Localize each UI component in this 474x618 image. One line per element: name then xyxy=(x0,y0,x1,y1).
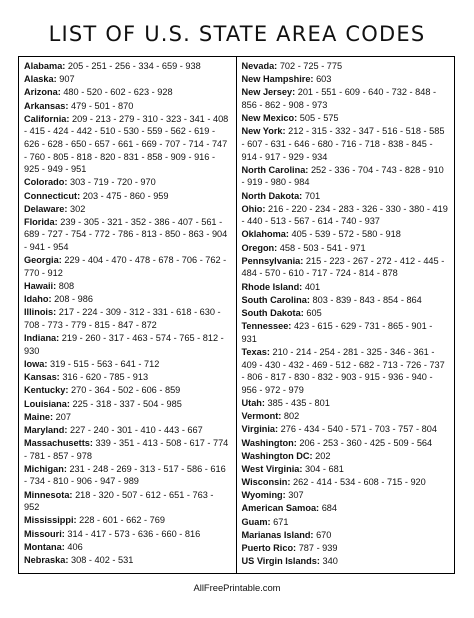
area-codes: 339 - 351 - 413 - 508 - 617 - 774 - 781 - 857 - 978 xyxy=(24,438,229,461)
state-entry xyxy=(242,555,450,568)
state-entry xyxy=(24,280,231,293)
state-name: North Carolina: xyxy=(241,164,309,175)
state-name: Washington DC: xyxy=(241,450,313,461)
state-entry xyxy=(242,86,450,111)
state-name: Arizona: xyxy=(24,87,61,98)
area-codes: 684 xyxy=(321,503,338,514)
page-title: LIST OF U.S. STATE AREA CODES xyxy=(48,22,426,46)
state-entry xyxy=(242,190,450,203)
state-entry xyxy=(24,424,231,437)
area-codes: 340 xyxy=(322,556,338,567)
area-codes: 303 - 719 - 720 - 970 xyxy=(69,177,156,188)
state-entry xyxy=(24,203,231,216)
state-name: New Mexico: xyxy=(241,113,298,124)
state-entry xyxy=(24,73,231,86)
state-entry xyxy=(24,489,231,514)
area-codes: 219 - 260 - 317 - 463 - 574 - 765 - 812 - 930 xyxy=(24,333,224,356)
right-column xyxy=(237,57,455,573)
state-entry xyxy=(242,281,450,294)
state-entry xyxy=(242,529,450,542)
area-codes: 808 xyxy=(58,281,75,292)
state-name: Maine: xyxy=(24,411,54,422)
area-codes: 239 - 305 - 321 - 352 - 386 - 407 - 561 - 689 - 727 - 754 - 772 - 786 - 813 - 850 - 863 - 904 - 941 - 954 xyxy=(24,216,228,253)
area-code-table xyxy=(18,56,455,574)
state-entry xyxy=(242,60,450,73)
state-name: Rhode Island: xyxy=(241,281,303,292)
state-entry xyxy=(242,228,450,241)
state-entry xyxy=(242,476,450,489)
state-name: Arkansas: xyxy=(24,100,69,111)
state-name: Wisconsin: xyxy=(241,477,291,488)
state-entry xyxy=(24,254,231,279)
area-codes: 262 - 414 - 534 - 608 - 715 - 920 xyxy=(292,477,426,488)
state-entry xyxy=(242,203,450,228)
state-name: Illinois: xyxy=(24,307,57,318)
state-name: Missouri: xyxy=(24,528,65,539)
area-codes: 701 xyxy=(304,190,321,201)
state-entry xyxy=(24,384,231,397)
state-entry xyxy=(24,371,231,384)
area-codes: 209 - 213 - 279 - 310 - 323 - 341 - 408 - 415 - 424 - 442 - 510 - 530 - 559 - 562 - 619 - 626 - 628 - 650 - 657 - 661 - 669 - 707 - 714 - 747 - 760 - 805 - 818 - 820 - 831 - 858 - 909 - 916 - 925 - 949 - 951 xyxy=(24,113,229,175)
state-entry xyxy=(24,358,231,371)
state-entry xyxy=(24,216,231,254)
state-entry xyxy=(242,255,450,280)
state-entry xyxy=(24,113,231,176)
area-codes: 406 xyxy=(67,541,83,552)
state-entry xyxy=(242,397,450,410)
state-name: Connecticut: xyxy=(24,190,81,201)
area-codes: 231 - 248 - 269 - 313 - 517 - 586 - 616 - 734 - 810 - 906 - 947 - 989 xyxy=(24,463,226,487)
state-entry xyxy=(242,423,450,436)
state-entry xyxy=(24,100,231,113)
state-name: Kentucky: xyxy=(24,385,69,396)
state-name: Nevada: xyxy=(241,61,278,71)
state-name: Minnesota: xyxy=(24,489,73,500)
area-codes: 803 - 839 - 843 - 854 - 864 xyxy=(312,294,422,305)
state-name: Michigan: xyxy=(24,463,67,474)
state-entry xyxy=(24,306,231,331)
area-codes: 207 xyxy=(55,411,72,422)
state-entry xyxy=(242,502,450,515)
state-entry xyxy=(242,320,450,345)
state-entry xyxy=(24,463,231,488)
state-name: New York: xyxy=(241,126,286,137)
area-codes: 702 - 725 - 775 xyxy=(279,61,343,71)
area-codes: 401 xyxy=(304,281,321,292)
state-entry xyxy=(24,86,231,99)
state-name: Mississippi: xyxy=(24,515,77,526)
state-entry xyxy=(24,528,231,541)
state-name: West Virginia: xyxy=(241,463,303,474)
area-codes: 208 - 986 xyxy=(54,294,93,305)
area-codes: 252 - 336 - 704 - 743 - 828 - 910 - 919 - 980 - 984 xyxy=(241,164,444,188)
area-codes: 423 - 615 - 629 - 731 - 865 - 901 - 931 xyxy=(241,321,433,344)
area-codes: 276 - 434 - 540 - 571 - 703 - 757 - 804 xyxy=(280,424,437,435)
state-entry xyxy=(24,411,231,424)
state-name: Marianas Island: xyxy=(241,529,314,540)
state-entry xyxy=(24,176,231,189)
area-codes: 480 - 520 - 602 - 623 - 928 xyxy=(63,87,173,98)
state-name: New Jersey: xyxy=(241,87,296,98)
area-codes: 218 - 320 - 507 - 612 - 651 - 763 - 952 xyxy=(24,489,214,513)
area-codes: 205 - 251 - 256 - 334 - 659 - 938 xyxy=(67,61,201,71)
state-entry xyxy=(24,514,231,527)
area-codes: 605 xyxy=(306,308,322,318)
state-name: Virginia: xyxy=(241,424,279,435)
state-name: Kansas: xyxy=(24,372,60,383)
state-name: Iowa: xyxy=(24,358,48,369)
area-codes: 479 - 501 - 870 xyxy=(71,100,134,111)
state-name: Massachusetts: xyxy=(24,438,93,449)
area-codes: 505 - 575 xyxy=(299,113,339,124)
state-entry xyxy=(242,463,450,476)
area-codes: 228 - 601 - 662 - 769 xyxy=(79,515,165,526)
left-column xyxy=(19,57,237,573)
area-codes: 201 - 551 - 609 - 640 - 732 - 848 - 856 - 862 - 908 - 973 xyxy=(241,87,437,110)
area-codes: 787 - 939 xyxy=(298,543,338,553)
area-codes: 203 - 475 - 860 - 959 xyxy=(82,190,169,201)
state-name: Colorado: xyxy=(24,177,68,188)
state-entry xyxy=(24,554,231,567)
area-codes: 316 - 620 - 785 - 913 xyxy=(62,372,149,383)
area-codes: 212 - 315 - 332 - 347 - 516 - 518 - 585 - 607 - 631 - 646 - 680 - 716 - 718 - 838 - 845 - 914 - 917 - 929 - 934 xyxy=(241,126,445,162)
area-codes: 270 - 364 - 502 - 606 - 859 xyxy=(70,385,181,396)
state-entry xyxy=(242,73,450,86)
area-codes: 671 xyxy=(273,516,289,527)
area-codes: 314 - 417 - 573 - 636 - 660 - 816 xyxy=(67,528,201,539)
state-name: Hawaii: xyxy=(24,281,57,292)
state-name: Louisiana: xyxy=(24,398,70,409)
area-codes: 405 - 539 - 572 - 580 - 918 xyxy=(291,229,401,240)
state-entry xyxy=(242,516,450,529)
area-codes: 308 - 402 - 531 xyxy=(71,555,134,565)
state-name: North Dakota: xyxy=(241,190,303,201)
area-codes: 215 - 223 - 267 - 272 - 412 - 445 - 484 - 570 - 610 - 717 - 724 - 814 - 878 xyxy=(241,255,445,279)
state-entry xyxy=(24,541,231,554)
area-codes: 210 - 214 - 254 - 281 - 325 - 346 - 361 - 409 - 430 - 432 - 469 - 512 - 682 - 713 - 726 - 737 - 806 - 817 - 830 - 832 - 903 - 915 - 936 - 940 - 956 - 972 - 979 xyxy=(241,346,445,395)
area-codes: 907 xyxy=(59,74,75,85)
state-name: Ohio: xyxy=(241,203,266,214)
state-entry xyxy=(242,294,450,307)
area-codes: 217 - 224 - 309 - 312 - 331 - 618 - 630 - 708 - 773 - 779 - 815 - 847 - 872 xyxy=(24,307,221,330)
area-codes: 202 xyxy=(315,450,331,461)
state-entry xyxy=(24,332,231,357)
state-name: South Carolina: xyxy=(241,294,310,305)
state-name: Puerto Rico: xyxy=(241,543,297,553)
state-entry xyxy=(242,542,450,555)
state-entry xyxy=(242,450,450,463)
state-name: Alabama: xyxy=(24,61,66,71)
state-name: Alaska: xyxy=(24,74,57,85)
area-codes: 603 xyxy=(316,74,332,85)
state-name: Indiana: xyxy=(24,333,60,344)
state-entry xyxy=(24,398,231,411)
area-codes: 802 xyxy=(283,411,300,422)
state-name: Utah: xyxy=(241,397,265,408)
state-name: Idaho: xyxy=(24,294,52,305)
state-entry xyxy=(242,437,450,450)
state-name: Nebraska: xyxy=(24,555,69,565)
area-codes: 229 - 404 - 470 - 478 - 678 - 706 - 762 - 770 - 912 xyxy=(24,255,227,278)
state-entry xyxy=(242,346,450,396)
state-entry xyxy=(242,307,450,320)
footer-credit: AllFreePrintable.com xyxy=(193,582,281,593)
state-name: California: xyxy=(24,113,70,124)
area-codes: 385 - 435 - 801 xyxy=(267,397,330,408)
state-name: Texas: xyxy=(241,346,270,357)
state-entry xyxy=(242,112,450,125)
state-name: Oregon: xyxy=(241,242,278,253)
state-entry xyxy=(24,60,231,73)
area-codes: 302 xyxy=(69,203,86,214)
state-name: Vermont: xyxy=(241,411,282,422)
area-codes: 206 - 253 - 360 - 425 - 509 - 564 xyxy=(299,437,433,448)
state-name: American Samoa: xyxy=(241,503,320,514)
state-name: South Dakota: xyxy=(241,308,304,318)
state-name: US Virgin Islands: xyxy=(241,556,320,567)
state-entry xyxy=(242,242,450,255)
state-name: Guam: xyxy=(241,516,271,527)
state-name: Georgia: xyxy=(24,255,62,266)
area-codes: 670 xyxy=(316,529,332,540)
state-entry xyxy=(242,410,450,423)
area-codes: 458 - 503 - 541 - 971 xyxy=(279,242,366,253)
state-entry xyxy=(242,164,450,189)
area-codes: 225 - 318 - 337 - 504 - 985 xyxy=(72,398,182,409)
area-codes: 227 - 240 - 301 - 410 - 443 - 667 xyxy=(69,424,203,435)
state-entry xyxy=(24,190,231,203)
state-entry xyxy=(242,125,450,163)
state-name: Pennsylvania: xyxy=(241,255,304,266)
state-name: New Hampshire: xyxy=(241,74,314,85)
state-name: Florida: xyxy=(24,216,58,227)
area-codes: 216 - 220 - 234 - 283 - 326 - 330 - 380 - 419 - 440 - 513 - 567 - 614 - 740 - 937 xyxy=(241,203,448,227)
area-codes: 304 - 681 xyxy=(305,463,344,474)
state-entry xyxy=(242,489,450,502)
state-name: Washington: xyxy=(241,437,297,448)
state-name: Delaware: xyxy=(24,203,68,214)
area-codes: 319 - 515 - 563 - 641 - 712 xyxy=(50,358,160,369)
state-name: Oklahoma: xyxy=(241,229,289,240)
state-name: Montana: xyxy=(24,541,65,552)
state-name: Maryland: xyxy=(24,424,68,435)
state-entry xyxy=(24,437,231,462)
state-entry xyxy=(24,293,231,306)
state-name: Wyoming: xyxy=(241,490,286,501)
area-codes: 307 xyxy=(288,490,304,501)
state-name: Tennessee: xyxy=(241,321,292,332)
